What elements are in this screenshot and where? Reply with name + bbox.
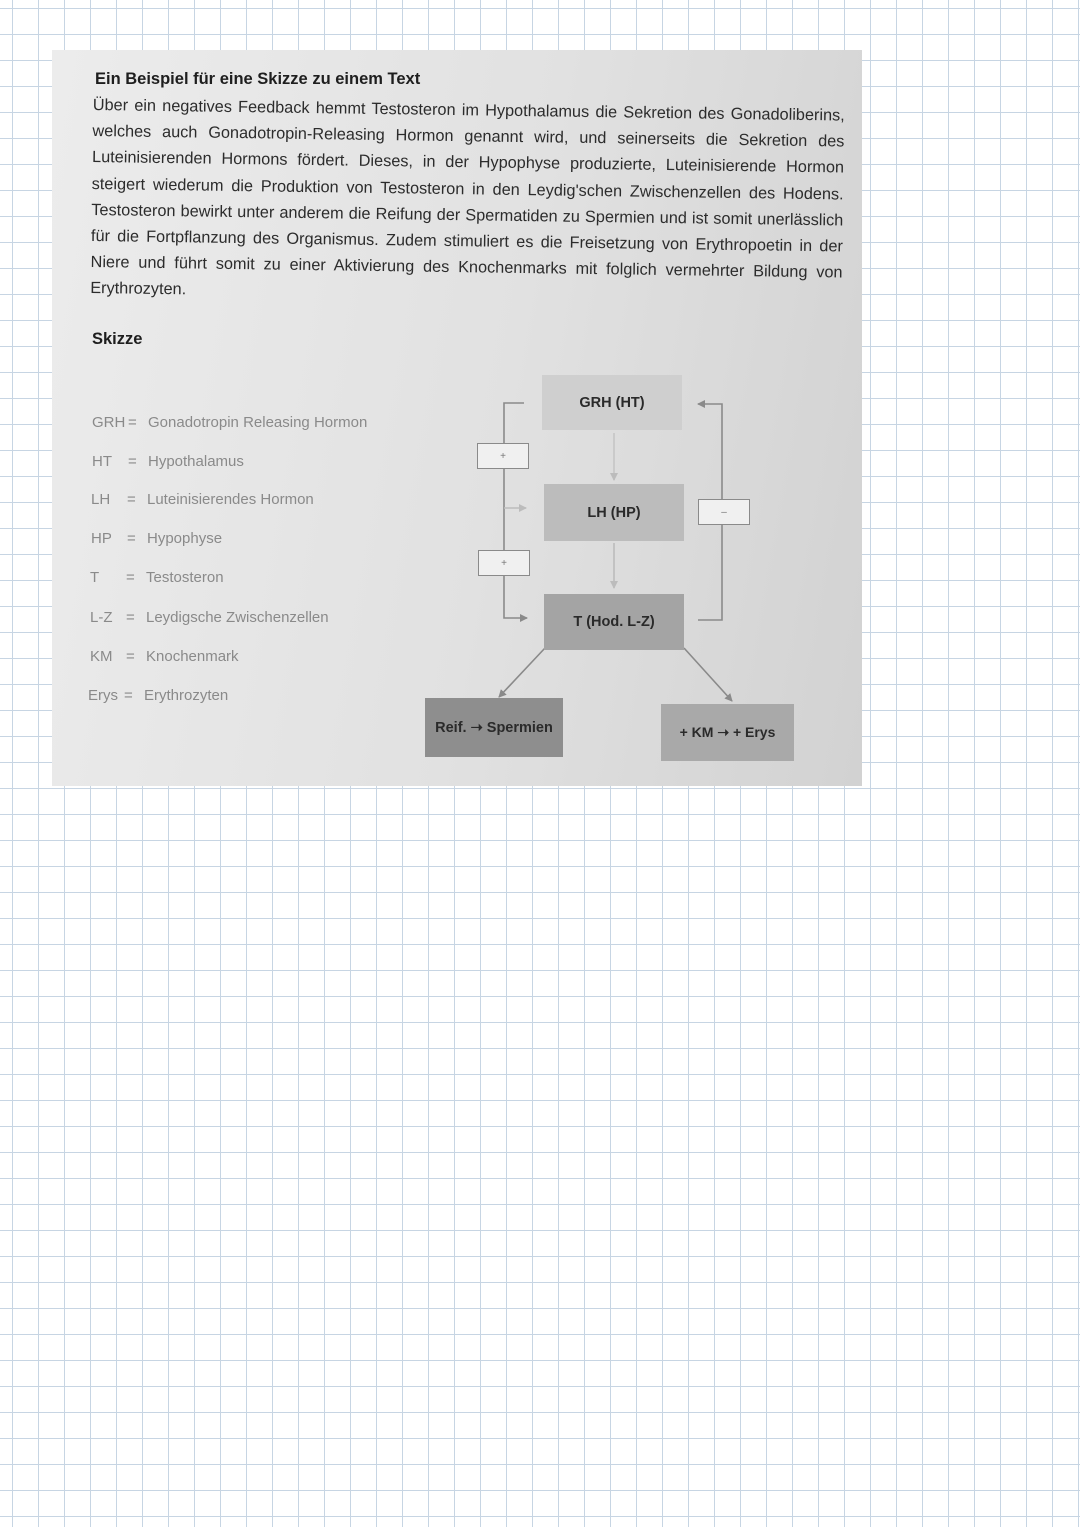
legend-row-t: T = Testosteron [90, 569, 224, 586]
minus-sign-box: – [698, 499, 750, 525]
book-photo [52, 50, 862, 786]
legend-row-hp: HP = Hypophyse [91, 530, 223, 547]
plus-sign-box-upper: + [477, 443, 529, 469]
legend-row-grh: GRH = Gonadotropin Releasing Hormon [92, 414, 368, 431]
box-erys: + KM ➝ + Erys [661, 704, 794, 761]
legend-row-lz: L-Z = Leydigsche Zwischenzellen [90, 609, 329, 626]
box-grh: GRH (HT) [542, 375, 682, 430]
diagram-lines [52, 50, 862, 786]
legend-row-lh: LH = Luteinisierendes Hormon [91, 491, 314, 508]
legend-row-ht: HT = Hypothalamus [92, 453, 244, 470]
box-lh: LH (HP) [544, 484, 684, 541]
left-bracket-line [504, 403, 527, 618]
arrow-to-spermien [499, 648, 545, 697]
text-paragraph: Über ein negatives Feedback hemmt Testosteron im Hypothalamus die Sekretion des Gonadoliberins, welches auch Gonadotropin-Releasing Hormon genannt wird, und seinerseits die Sekretion des Luteinisierenden Hormons fördert. Dieses, in der Hypophyse produzierte, Luteinisierende Hormon steigert wiederum die Produktion von Testosteron in den Leydig'schen Zwischenzellen des Hodens. Testosteron bewirkt unter anderem die Reifung der Spermatiden zu Spermien und ist somit unerlässlich für die Fortpflanzung des Organismus. Zudem stimuliert es die Freisetzung von Erythropoetin in der Niere und führt somit zu einer Aktivierung des Knochenmarks mit folglich vermehrter Bildung von Erythrozyten. [90, 95, 845, 299]
box-t: T (Hod. L-Z) [544, 594, 684, 650]
arrow-to-erys [684, 648, 732, 701]
box-spermien: Reif. ➝ Spermien [425, 698, 563, 757]
legend-row-km: KM = Knochenmark [90, 648, 239, 665]
plus-sign-box-lower: + [478, 550, 530, 576]
text-heading: Ein Beispiel für eine Skizze zu einem Text [95, 70, 421, 88]
skizze-title: Skizze [92, 330, 143, 348]
legend-row-erys: Erys = Erythrozyten [88, 687, 229, 704]
